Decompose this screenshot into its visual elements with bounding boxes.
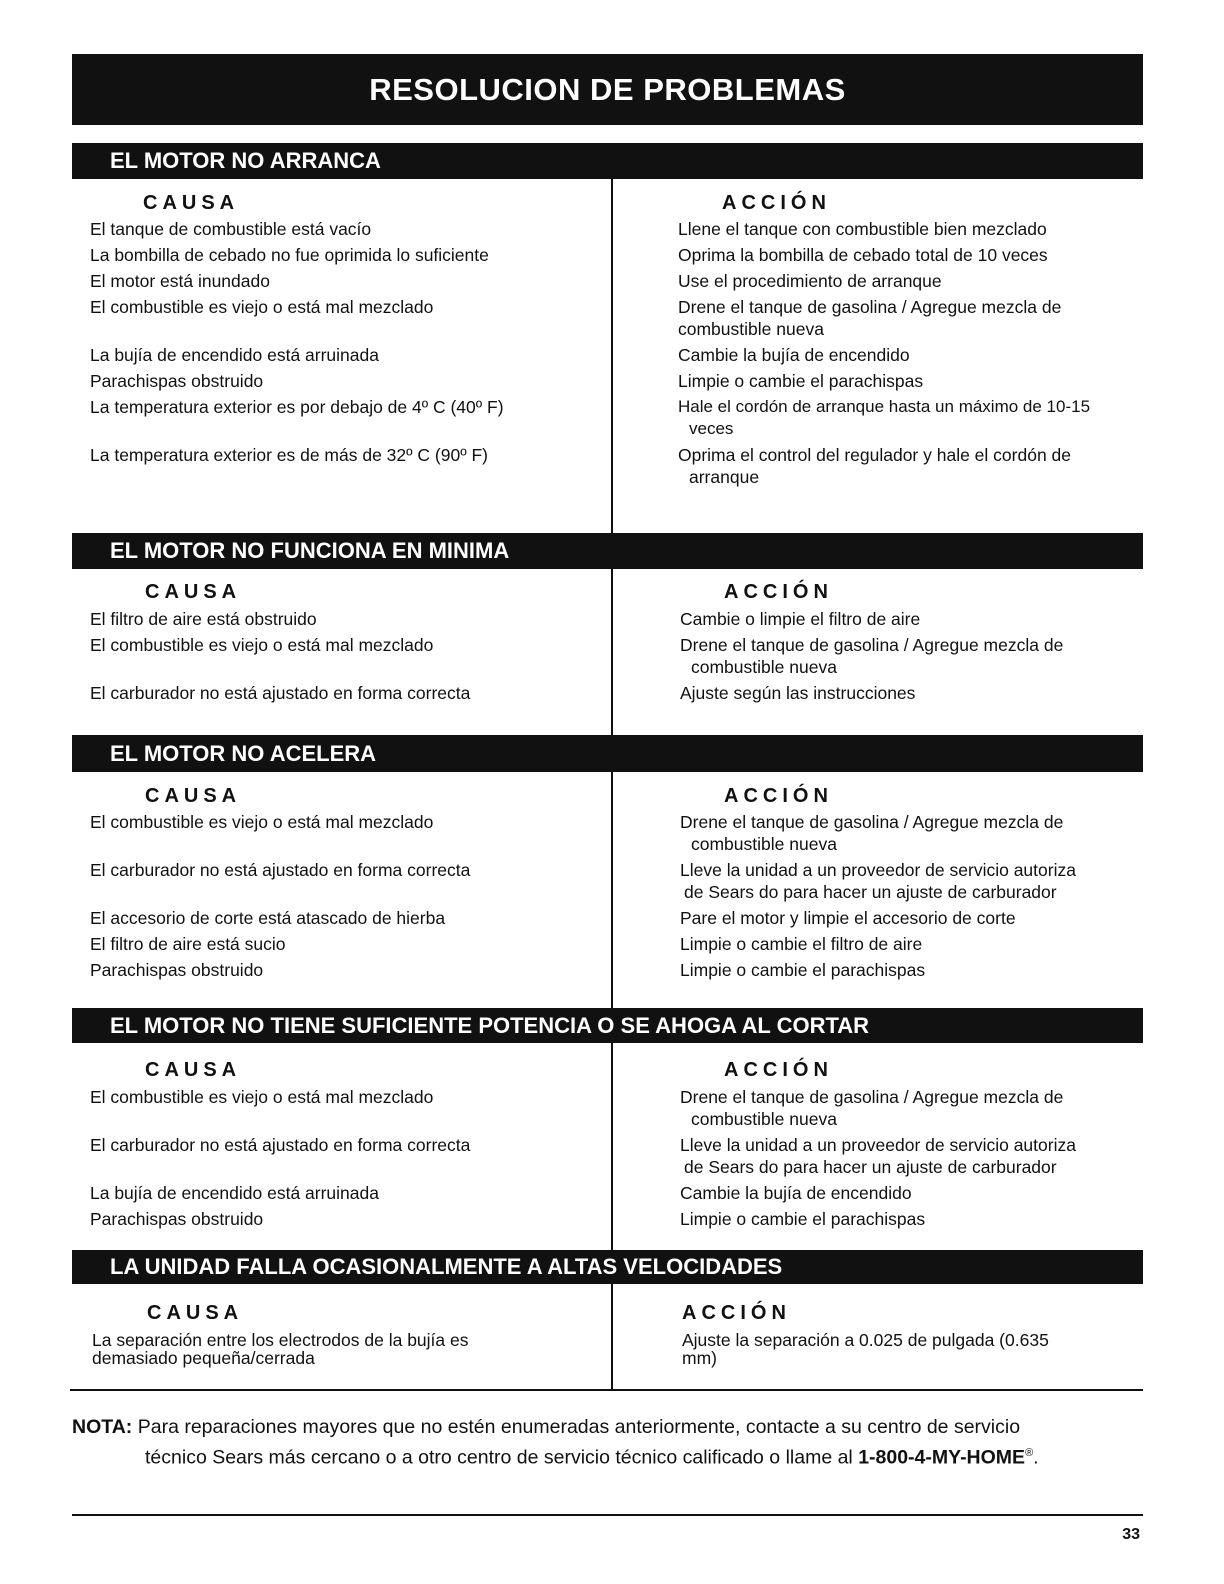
column-divider	[611, 1284, 613, 1390]
cause-item: El carburador no está ajustado en forma correcta	[90, 860, 471, 880]
action-line-1: Lleve la unidad a un proveedor de servicio autoriza	[680, 1135, 1076, 1155]
cause-item: La bombilla de cebado no fue oprimida lo suficiente	[90, 245, 489, 265]
action-line-2: veces	[689, 419, 734, 438]
action-item	[680, 811, 1063, 855]
action-item	[678, 296, 1061, 340]
cause-item: El carburador no está ajustado en forma correcta	[90, 1135, 471, 1155]
action-item: Limpie o cambie el parachispas	[678, 371, 924, 391]
cause-item: El filtro de aire está obstruido	[90, 609, 317, 629]
action-line-1: Drene el tanque de gasolina / Agregue mezcla de	[680, 1087, 1064, 1107]
action-line-2: combustible nueva	[691, 834, 837, 854]
cause-header: CAUSA	[147, 1302, 244, 1324]
action-item	[680, 634, 1063, 678]
action-header: ACCIÓN	[724, 785, 833, 807]
action-line-1: Oprima el control del regulador y hale el cordón de	[678, 445, 1071, 465]
section-title-motor-no-arranca: EL MOTOR NO ARRANCA	[72, 143, 1143, 179]
section-title-motor-no-funciona-en-minima: EL MOTOR NO FUNCIONA EN MINIMA	[72, 533, 1143, 569]
action-line-1: Hale el cordón de arranque hasta un máximo de 10-15	[678, 397, 1091, 416]
action-item	[678, 396, 1090, 440]
action-line-1: Drene el tanque de gasolina / Agregue mezcla de	[680, 812, 1064, 832]
cause-item: El combustible es viejo o está mal mezclado	[90, 812, 434, 832]
action-line-2: de Sears do para hacer un ajuste de carburador	[684, 1157, 1057, 1177]
note-label: NOTA:	[72, 1416, 133, 1438]
action-item: Limpie o cambie el parachispas	[680, 960, 926, 980]
action-item: Cambie la bujía de encendido	[678, 345, 910, 365]
page-title: RESOLUCION DE PROBLEMAS	[72, 54, 1143, 125]
cause-item: El tanque de combustible está vacío	[90, 219, 372, 239]
section-title-unidad-falla-ocasionalmente: LA UNIDAD FALLA OCASIONALMENTE A ALTAS VELOCIDADES	[72, 1250, 1143, 1284]
note	[72, 1414, 1152, 1471]
action-line-1: Drene el tanque de gasolina / Agregue mezcla de	[680, 635, 1064, 655]
cause-item: La temperatura exterior es de más de 32º C (90º F)	[90, 445, 488, 465]
cause-item	[92, 1331, 469, 1367]
action-item: Pare el motor y limpie el accesorio de corte	[680, 908, 1016, 928]
action-header: ACCIÓN	[722, 192, 831, 214]
action-header: ACCIÓN	[682, 1302, 791, 1324]
cause-header: CAUSA	[145, 785, 242, 807]
action-item: Llene el tanque con combustible bien mezclado	[678, 219, 1047, 239]
action-line-2: combustible nueva	[691, 1109, 837, 1129]
action-line-2: arranque	[689, 467, 760, 487]
action-header: ACCIÓN	[724, 581, 833, 603]
section-title-motor-no-acelera: EL MOTOR NO ACELERA	[72, 735, 1143, 772]
action-item	[680, 859, 1076, 903]
cause-line-2: demasiado pequeña/cerrada	[92, 1348, 315, 1368]
cause-header: CAUSA	[145, 1059, 242, 1081]
action-item	[680, 1134, 1076, 1178]
cause-item: La temperatura exterior es por debajo de 4º C (40º F)	[90, 397, 504, 417]
action-item: Limpie o cambie el parachispas	[680, 1209, 926, 1229]
action-line-1: Ajuste la separación a 0.025 de pulgada (0.635	[682, 1330, 1049, 1350]
cause-item: Parachispas obstruido	[90, 1209, 264, 1229]
cause-item: El combustible es viejo o está mal mezclado	[90, 297, 434, 317]
action-item: Use el procedimiento de arranque	[678, 271, 942, 291]
action-line-2: de Sears do para hacer un ajuste de carburador	[684, 882, 1057, 902]
note-text-line-1: Para reparaciones mayores que no estén enumeradas anteriormente, contacte a su centro de servicio	[137, 1416, 1021, 1438]
action-item: Oprima la bombilla de cebado total de 10 veces	[678, 245, 1048, 265]
action-line-2: combustible nueva	[691, 657, 837, 677]
column-divider	[611, 772, 613, 1008]
cause-item: El combustible es viejo o está mal mezclado	[90, 1087, 434, 1107]
action-item: Ajuste según las instrucciones	[680, 683, 916, 703]
cause-header: CAUSA	[145, 581, 242, 603]
column-divider	[611, 179, 613, 533]
note-text-line-2: técnico Sears más cercano o a otro centro de servicio técnico calificado o llame al	[145, 1446, 853, 1469]
note-line-2	[72, 1440, 1152, 1471]
action-line-1: Lleve la unidad a un proveedor de servicio autoriza	[680, 860, 1076, 880]
action-item: Limpie o cambie el filtro de aire	[680, 934, 923, 954]
cause-item: El filtro de aire está sucio	[90, 934, 286, 954]
cause-item: La bujía de encendido está arruinada	[90, 1183, 379, 1203]
phone-number: 1-800-4-MY-HOME	[858, 1446, 1026, 1469]
section-title-motor-no-tiene-suficiente-potencia: EL MOTOR NO TIENE SUFICIENTE POTENCIA O SE AHOGA AL CORTAR	[72, 1008, 1143, 1043]
page-number: 33	[1122, 1526, 1140, 1543]
column-divider	[611, 569, 613, 735]
cause-item: Parachispas obstruido	[90, 960, 264, 980]
cause-item: El carburador no está ajustado en forma correcta	[90, 683, 471, 703]
column-divider	[611, 1043, 613, 1250]
action-item: Cambie o limpie el filtro de aire	[680, 609, 921, 629]
cause-header: CAUSA	[143, 192, 240, 214]
cause-item: La bujía de encendido está arruinada	[90, 345, 379, 365]
footer-rule	[72, 1514, 1143, 1516]
action-line-1: Drene el tanque de gasolina / Agregue mezcla de	[678, 297, 1062, 317]
action-line-2: combustible nueva	[678, 319, 824, 339]
action-header: ACCIÓN	[724, 1059, 833, 1081]
action-item	[682, 1331, 1049, 1367]
note-end: .	[1033, 1446, 1039, 1469]
action-item	[680, 1086, 1063, 1130]
cause-item: El accesorio de corte está atascado de hierba	[90, 908, 446, 928]
cause-line-1: La separación entre los electrodos de la bujía es	[92, 1330, 469, 1350]
action-line-2: mm)	[682, 1348, 717, 1368]
action-item	[678, 444, 1071, 488]
registered-mark: ®	[1025, 1447, 1034, 1459]
cause-item: Parachispas obstruido	[90, 371, 264, 391]
cause-item: El motor está inundado	[90, 271, 270, 291]
action-item: Cambie la bujía de encendido	[680, 1183, 912, 1203]
table-bottom-rule	[70, 1389, 1143, 1391]
cause-item: El combustible es viejo o está mal mezclado	[90, 635, 434, 655]
